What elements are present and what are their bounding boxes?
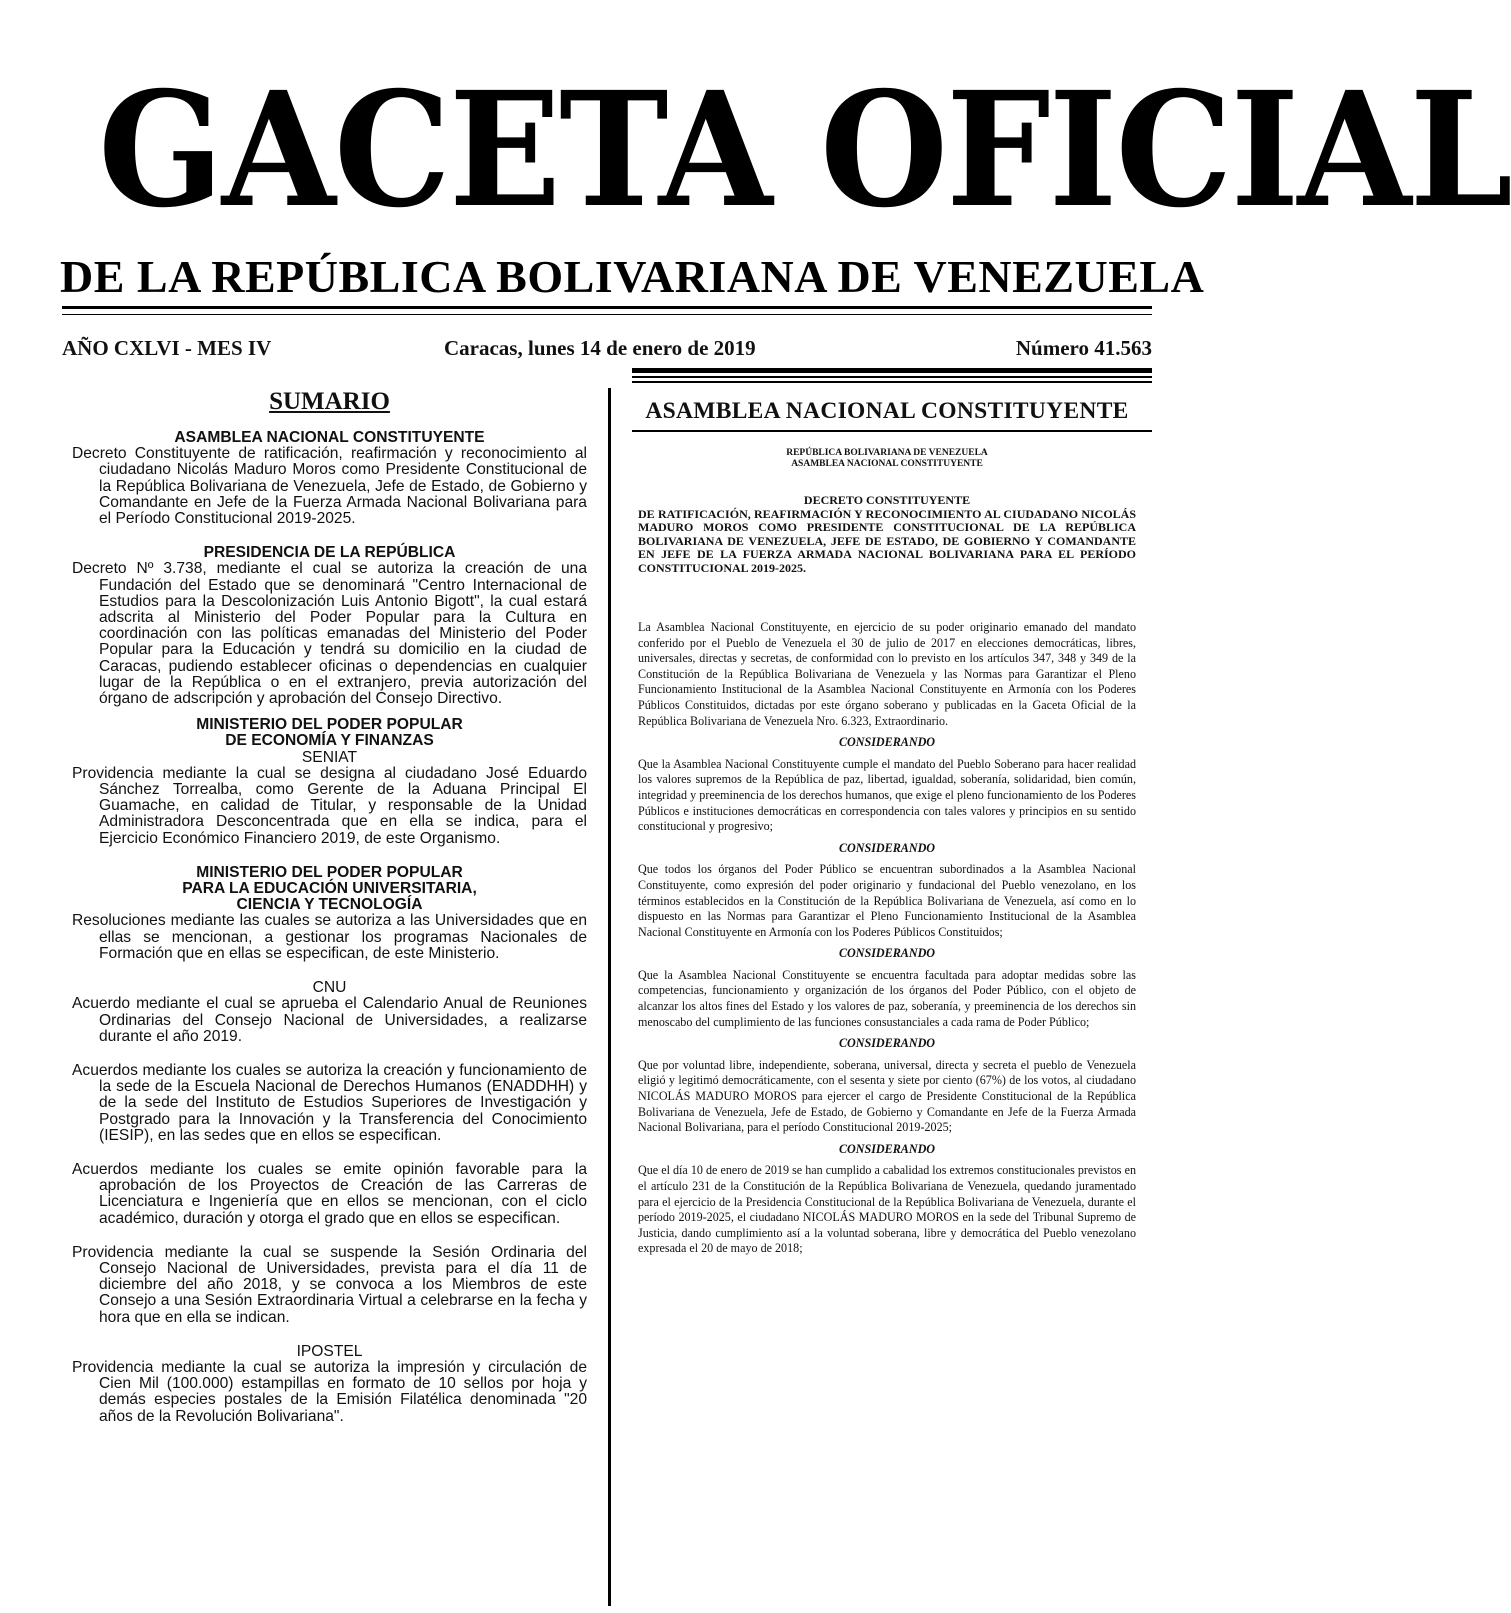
considerando-text: Que la Asamblea Nacional Constituyente se encuentra facultada para adoptar medidas sobre las competencias, funcionamiento y organización de los órganos del Poder Público, con el objeto de alcanzar los altos fines del Estado y los valores de paz, soberanía, y preeminencia de los derechos sin menoscabo del cumplimiento de las funciones consustanciales a cada rama de Poder Público; xyxy=(638,967,1136,1029)
decree-letterhead xyxy=(622,448,1152,470)
considerando-text: Que todos los órganos del Poder Público se encuentran subordinados a la Asamblea Nacional Constituyente, como expresión del poder originario y fundacional del Pueblo venezolano, en los términos establecidos en la Constitución de la República Bolivariana de Venezuela, así como en lo dispuesto en las Normas para Garantizar el Pleno Funcionamiento Institucional de la Asamblea Nacional Constituyente en Armonía con los Poderes Públicos Constituidos; xyxy=(638,862,1136,939)
decree-rule-top xyxy=(632,368,1152,373)
header-rule-thin xyxy=(62,314,1152,315)
section-head: MINISTERIO DEL PODER POPULAR DE ECONOMÍA Y FINANZAS xyxy=(196,716,463,750)
sumario-entry: Providencia mediante la cual se autoriza la impresión y circulación de Cien Mil (100.000) estampillas en formato de 10 sellos por hoja y demás especies postales de la Emisión Filatélica denominada "20 años de la Revolución Bolivariana". xyxy=(72,1358,587,1425)
issue-place-date: Caracas, lunes 14 de enero de 2019 xyxy=(444,336,756,360)
decree-title xyxy=(638,494,1136,575)
letterhead-line-1: REPÚBLICA BOLIVARIANA DE VENEZUELA xyxy=(786,448,988,458)
decree-title-rest: DE RATIFICACIÓN, REAFIRMACIÓN Y RECONOCIMIENTO AL CIUDADANO NICOLÁS MADURO MOROS COMO PRESIDENTE CONSTITUCIONAL DE LA REPÚBLICA BOLIVARIANA DE VENEZUELA, JEFE DE ESTADO, DE GOBIERNO Y COMANDANTE EN JEFE DE LA FUERZA ARMADA NACIONAL BOLIVARIANA PARA EL PERÍODO CONSTITUCIONAL 2019-2025. xyxy=(638,506,1136,575)
sumario-entry: Acuerdos mediante los cuales se autoriza la creación y funcionamiento de la sede de la Escuela Nacional de Derechos Humanos (ENADDHH) y de la sede del Instituto de Estudios Superiores de Investigación y Postgrado para la Innovación y la Transferencia del Conocimiento (IESIP), en las sedes que en ellos se especifican. xyxy=(72,1061,587,1144)
sumario-entry: Acuerdo mediante el cual se aprueba el Calendario Anual de Reuniones Ordinarias del Consejo Nacional de Universidades, a realizarse durante el año 2019. xyxy=(72,995,587,1045)
header-rule-top xyxy=(62,306,1152,309)
considerando-heading: CONSIDERANDO xyxy=(838,1036,936,1051)
considerando-text: Que el día 10 de enero de 2019 se han cumplido a cabalidad los extremos constitucionales previstos en el artículo 231 de la Constitución de la República Bolivariana de Venezuela, quedando juramentado para el ejercicio de la Presidencia Constitucional de la República Bolivariana de Venezuela, durante el período 2019-2025, el ciudadano NICOLÁS MADURO MOROS en la sede del Tribunal Supremo de Justicia, dando cumplimiento así a la voluntad soberana, libre y democrática del Pueblo venezolano expresada el 20 de mayo de 2018; xyxy=(638,1163,1136,1256)
decree-title-line-1: DECRETO CONSTITUYENTE xyxy=(803,493,971,507)
decree-intro: La Asamblea Nacional Constituyente, en ejercicio de su poder originario emanado del mandato conferido por el Pueblo de Venezuela el 30 de julio de 2017 en elecciones democráticas, libres, universales, directas y secretas, de conformidad con lo previsto en los artículos 347, 348 y 349 de la Constitución de la República Bolivariana de Venezuela y las Normas para Garantizar el Pleno Funcionamiento Institucional de la Asamblea Nacional Constituyente en Armonía con los Poderes Públicos Constituidos, dictadas por este órgano soberano y publicadas en la Gaceta Oficial de la República Bolivariana de Venezuela Nro. 6.323, Extraordinario. xyxy=(638,620,1136,728)
section-subhead: CNU xyxy=(312,979,347,997)
issue-info-bar xyxy=(62,336,1152,366)
considerando-heading: CONSIDERANDO xyxy=(838,840,936,855)
sumario-entry: Acuerdos mediante los cuales se emite opinión favorable para la aprobación de los Proyectos de Creación de las Carreras de Licenciatura e Ingeniería que en ellos se mencionan, con el ciclo académico, duración y otorga el grado que en ellos se especifican. xyxy=(72,1160,587,1227)
sumario-entry: Decreto Constituyente de ratificación, reafirmación y reconocimiento al ciudadano Nicolás Maduro Moros como Presidente Constitucional de la República Bolivariana de Venezuela, Jefe de Estado, de Gobierno y Comandante en Jefe de la Fuerza Armada Nacional Bolivariana para el Período Constitucional 2019-2025. xyxy=(72,445,587,528)
considerando-heading: CONSIDERANDO xyxy=(838,946,936,961)
issue-number: Número 41.563 xyxy=(1015,336,1152,360)
considerando-heading: CONSIDERANDO xyxy=(838,1141,936,1156)
sumario-entry: Resoluciones mediante las cuales se autoriza a las Universidades que en ellas se mencionan, a gestionar los programas Nacionales de Formación que en ellas se especifican, de este Ministerio. xyxy=(72,912,587,962)
masthead-subtitle: DE LA REPÚBLICA BOLIVARIANA DE VENEZUELA xyxy=(60,251,1205,302)
section-subhead: SENIAT xyxy=(301,748,358,766)
section-subhead: IPOSTEL xyxy=(296,1342,363,1360)
letterhead-line-2: ASAMBLEA NACIONAL CONSTITUYENTE xyxy=(791,459,983,469)
decree-title-underline xyxy=(632,430,1152,432)
sumario-column xyxy=(72,388,587,1434)
decree-rule-bottom xyxy=(632,381,1152,383)
sumario-entry: Decreto Nº 3.738, mediante el cual se autoriza la creación de una Fundación del Estado que se denominará "Centro Internacional de Estudios para la Descolonización Luis Antonio Bigott", la cual estará adscrita al Ministerio del Poder Popular para la Cultura en coordinación con las políticas emanadas del Ministerio del Poder Popular para la Educación y tendrá su domicilio en la ciudad de Caracas, pudiendo establecer oficinas o dependencias en cualquier lugar de la República o en el extranjero, previa autorización del órgano de adscripción y aprobación del Consejo Directivo. xyxy=(72,560,587,708)
sumario-title: SUMARIO xyxy=(269,388,390,415)
decree-rule-mid xyxy=(632,376,1152,378)
masthead-title: GACETA OFICIAL xyxy=(98,58,1511,243)
column-divider xyxy=(608,388,611,1606)
section-head: ASAMBLEA NACIONAL CONSTITUYENTE xyxy=(174,429,485,446)
sumario-entry: Providencia mediante la cual se designa al ciudadano José Eduardo Sánchez Torrealba, como Gerente de la Aduana Principal El Guamache, en calidad de Titular, y responsable de la Unidad Administradora Desconcentrada que en ella se indica, para el Ejercicio Económico Financiero 2019, de este Organismo. xyxy=(72,764,587,847)
considerando-text: Que la Asamblea Nacional Constituyente cumple el mandato del Pueblo Soberano para hacer realidad los valores supremos de la República de paz, libertad, igualdad, soberanía, solidaridad, bien común, integridad y preeminencia de los derechos humanos, que exige el pleno funcionamiento de los Poderes Públicos e instituciones democráticas en correspondencia con tales valores y principios en su sentido constitucional y progresivo; xyxy=(638,756,1136,834)
decree-section-title: ASAMBLEA NACIONAL CONSTITUYENTE xyxy=(645,398,1129,424)
considerando-heading: CONSIDERANDO xyxy=(838,735,936,750)
considerando-text: Que por voluntad libre, independiente, soberana, universal, directa y secreta el pueblo de Venezuela eligió y legitimó democráticamente, con el sesenta y siete por ciento (67%) de los votos, al ciudadano NICOLÁS MADURO MOROS para ejercer el cargo de Presidente Constitucional de la República Bolivariana de Venezuela, Jefe de Estado, de Gobierno y Comandante en Jefe de la Fuerza Armada Nacional Bolivariana, para el período Constitucional 2019-2025; xyxy=(638,1057,1136,1135)
section-head: MINISTERIO DEL PODER POPULAR PARA LA EDUCACIÓN UNIVERSITARIA, CIENCIA Y TECNOLOGÍA xyxy=(182,863,477,914)
section-head: PRESIDENCIA DE LA REPÚBLICA xyxy=(203,544,456,562)
decree-body xyxy=(638,620,1136,1263)
issue-year-month: AÑO CXLVI - MES IV xyxy=(62,336,272,360)
sumario-entry: Providencia mediante la cual se suspende la Sesión Ordinaria del Consejo Nacional de Universidades, prevista para el día 11 de diciembre del año 2018, y se convoca a los Miembros de este Consejo a una Sesión Extraordinaria Virtual a celebrarse en la fecha y hora que en ella se indican. xyxy=(72,1243,587,1326)
